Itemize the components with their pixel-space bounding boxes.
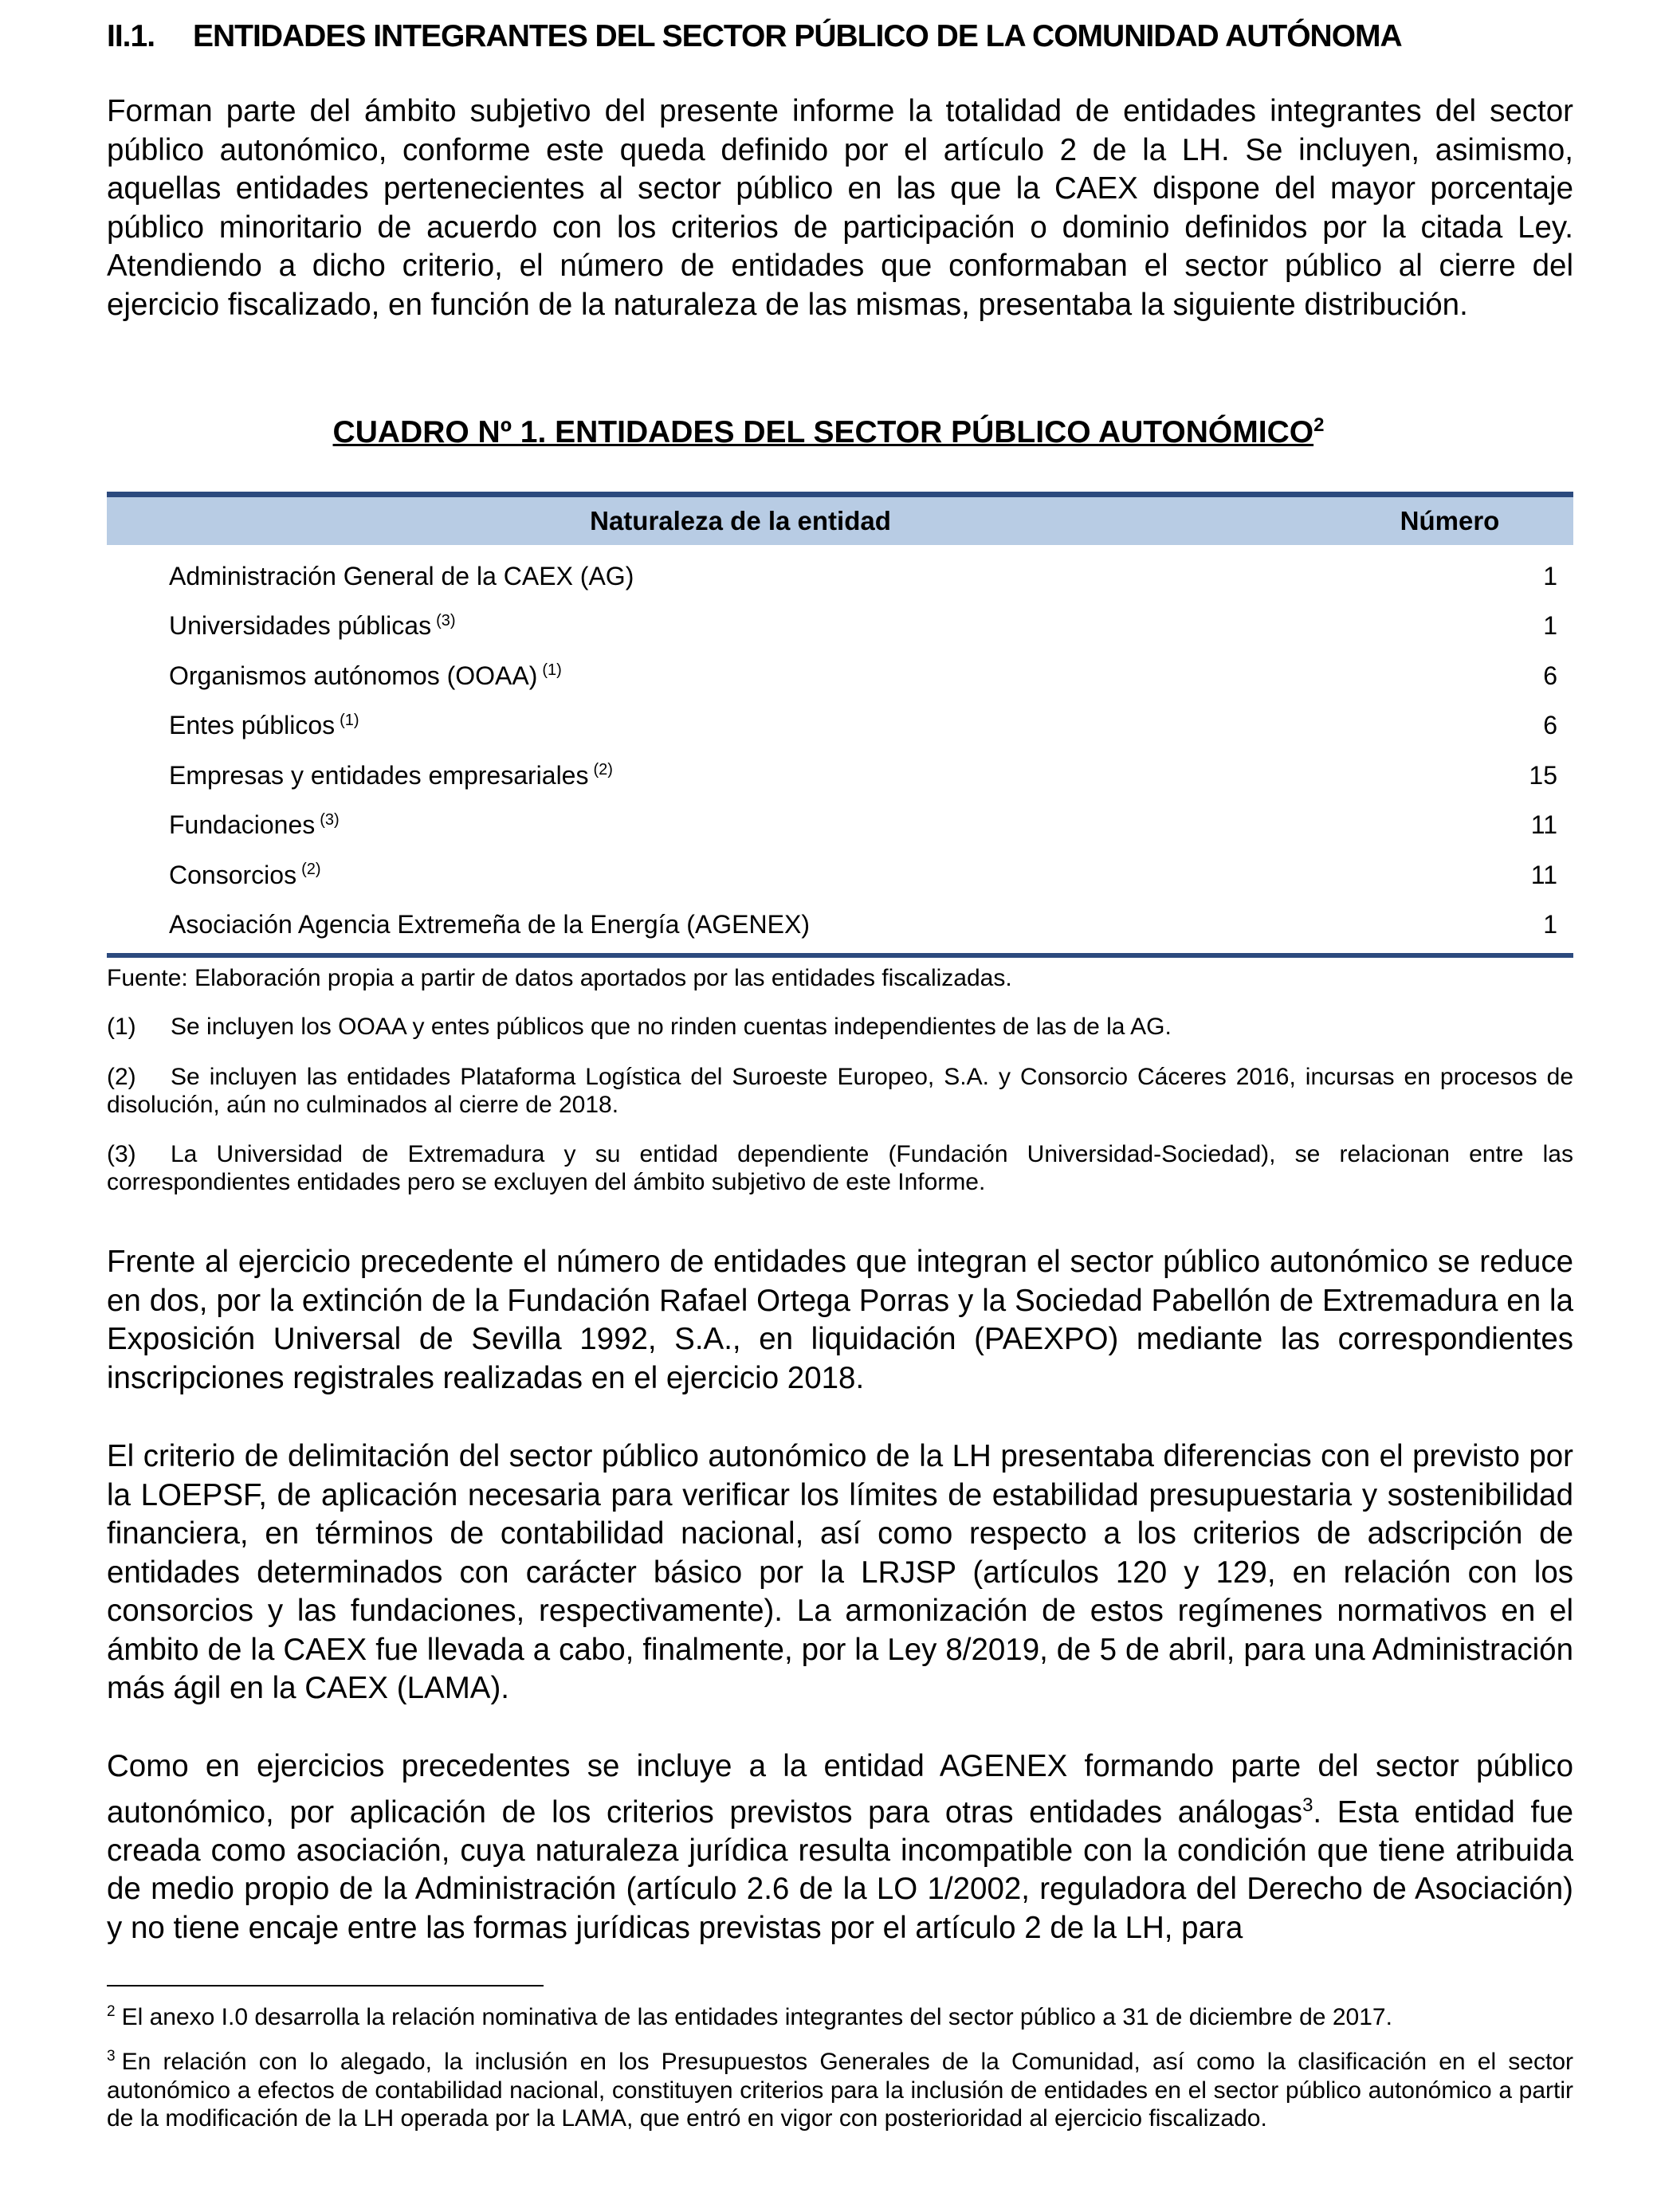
section-heading — [107, 19, 1573, 54]
table-body — [107, 545, 1573, 950]
row-note: (3) — [320, 810, 340, 829]
row-note: (1) — [340, 711, 359, 729]
header-nature: Naturaleza de la entidad — [590, 506, 891, 535]
row-value: 1 — [1543, 910, 1557, 939]
footnote-number: 3 — [107, 2048, 116, 2065]
row-label: Organismos autónomos (OOAA) — [169, 661, 538, 690]
section-number: II.1. — [107, 19, 155, 53]
row-value: 1 — [1543, 561, 1557, 590]
note-number: (2) — [107, 1064, 136, 1090]
section-title: ENTIDADES INTEGRANTES DEL SECTOR PÚBLICO DE LA COMUNIDAD AUTÓNOMA — [193, 19, 1402, 53]
row-note: (2) — [593, 761, 613, 779]
table-row — [107, 701, 1573, 751]
paragraph-agenex — [107, 1747, 1573, 1947]
note-number: (3) — [107, 1141, 136, 1167]
row-note: (3) — [436, 611, 456, 629]
footnote — [107, 2042, 1573, 2133]
table-row — [107, 651, 1573, 701]
table-top-rule — [107, 492, 1573, 497]
table-source: Fuente: Elaboración propia a partir de datos aportados por las entidades fiscalizadas. — [107, 965, 1012, 991]
table-row — [107, 751, 1573, 801]
paragraph-criteria: El criterio de delimitación del sector público autonómico de la LH presentaba diferencias con el previsto por la LOEPSF, de aplicación necesaria para verificar los límites de estabilidad presupuestaria y sostenibilidad financiera, en términos de contabilidad nacional, así como respecto a los criterios de adscripción de entidades determinados con carácter básico por la LRJSP (artículos 120 y 129, en relación con los consorcios y las fundaciones, respectivamente). La armonización de estos regímenes normativos en el ámbito de la CAEX fue llevada a cabo, finalmente, por la Ley 8/2019, de 5 de abril, para una Administración más ágil en la CAEX (LAMA). — [107, 1439, 1573, 1705]
footnote-text: El anexo I.0 desarrolla la relación nominativa de las entidades integrantes del sector público a 31 de diciembre de 2017. — [121, 2004, 1392, 2030]
row-label: Asociación Agencia Extremeña de la Energía (AGENEX) — [169, 910, 810, 939]
note-text: Se incluyen los OOAA y entes públicos que no rinden cuentas independientes de las de la AG. — [171, 1014, 1172, 1040]
paragraph-agenex-part1: Como en ejercicios precedentes se incluye a la entidad AGENEX formando parte del sector público autonómico, por aplicación de los criterios previstos para otras entidades análogas — [107, 1749, 1573, 1830]
footnote — [107, 1998, 1573, 2032]
row-label: Consorcios — [169, 860, 297, 889]
row-label: Administración General de la CAEX (AG) — [169, 561, 634, 590]
table-title — [0, 414, 1657, 450]
entities-table — [107, 492, 1573, 958]
table-title-footnote-ref: 2 — [1313, 414, 1325, 436]
footnote-number: 2 — [107, 2003, 116, 2020]
table-bottom-rule — [107, 953, 1573, 958]
row-value: 6 — [1543, 661, 1557, 690]
row-label: Entes públicos — [169, 711, 336, 740]
row-label: Empresas y entidades empresariales — [169, 760, 589, 790]
paragraph-agenex-part2: . Esta entidad fue creada como asociación, cuya naturaleza jurídica resulta incompatible con la condición que tiene atribuida de medio propio de la Administración (artículo 2.6 de la LO 1/2002, reguladora del Derecho de Asociación) y no tiene encaje entre las formas jurídicas previstas por el artículo 2 de la LH, para — [107, 1794, 1573, 1945]
table-note — [107, 1140, 1573, 1196]
table-row — [107, 602, 1573, 652]
paragraph-reduction: Frente al ejercicio precedente el número de entidades que integran el sector público autonómico se reduce en dos, por la extinción de la Fundación Rafael Ortega Porras y la Sociedad Pabellón de Extremadura en la Exposición Universal de Sevilla 1992, S.A., en liquidación (PAEXPO) mediante las correspondientes inscripciones registrales realizadas en el ejercicio 2018. — [107, 1245, 1573, 1395]
table-title-text: CUADRO Nº 1. ENTIDADES DEL SECTOR PÚBLICO AUTONÓMICO — [332, 415, 1314, 449]
footnote-text: En relación con lo alegado, la inclusión en los Presupuestos Generales de la Comunidad, así como la clasificación en el sector autonómico a efectos de contabilidad nacional, constituyen criterios para la inclusión de entidades en el sector público autonómico a partir de la modificación de la LH operada por la LAMA, que entró en vigor con posterioridad al ejercicio fiscalizado. — [107, 2049, 1573, 2132]
row-note: (2) — [301, 861, 321, 879]
note-text: La Universidad de Extremadura y su entidad dependiente (Fundación Universidad-Sociedad), se relacionan entre las correspondientes entidades pero se excluyen del ámbito subjetivo de este Informe. — [107, 1141, 1573, 1195]
paragraph-intro: Forman parte del ámbito subjetivo del presente informe la totalidad de entidades integrantes del sector público autonómico, conforme este queda definido por el artículo 2 de la LH. Se incluyen, asimismo, aquellas entidades pertenecientes al sector público en las que la CAEX dispone del mayor porcentaje público minoritario de acuerdo con los criterios de participación o dominio definidos por la citada Ley. Atendiendo a dicho criterio, el número de entidades que conformaban el sector público al cierre del ejercicio fiscalizado, en función de la naturaleza de las mismas, presentaba la siguiente distribución. — [107, 94, 1573, 322]
row-value: 11 — [1530, 810, 1557, 840]
row-value: 1 — [1543, 611, 1557, 641]
row-value: 6 — [1543, 711, 1557, 740]
footnote-separator — [107, 1985, 544, 1986]
table-row — [107, 551, 1573, 602]
header-number: Número — [1400, 506, 1500, 535]
row-value: 15 — [1529, 760, 1557, 790]
table-row — [107, 900, 1573, 951]
table-note — [107, 1063, 1573, 1119]
table-header — [107, 497, 1573, 545]
table-row — [107, 801, 1573, 851]
row-value: 11 — [1530, 860, 1557, 889]
table-row — [107, 850, 1573, 900]
note-number: (1) — [107, 1014, 136, 1040]
row-label: Universidades públicas — [169, 611, 432, 641]
row-label: Fundaciones — [169, 810, 316, 840]
table-note — [107, 1013, 1573, 1041]
note-text: Se incluyen las entidades Plataforma Logística del Suroeste Europeo, S.A. y Consorcio Cáceres 2016, incursas en procesos de disolución, aún no culminados al cierre de 2018. — [107, 1064, 1573, 1118]
row-note: (1) — [542, 661, 562, 680]
footnote-ref: 3 — [1302, 1794, 1313, 1816]
